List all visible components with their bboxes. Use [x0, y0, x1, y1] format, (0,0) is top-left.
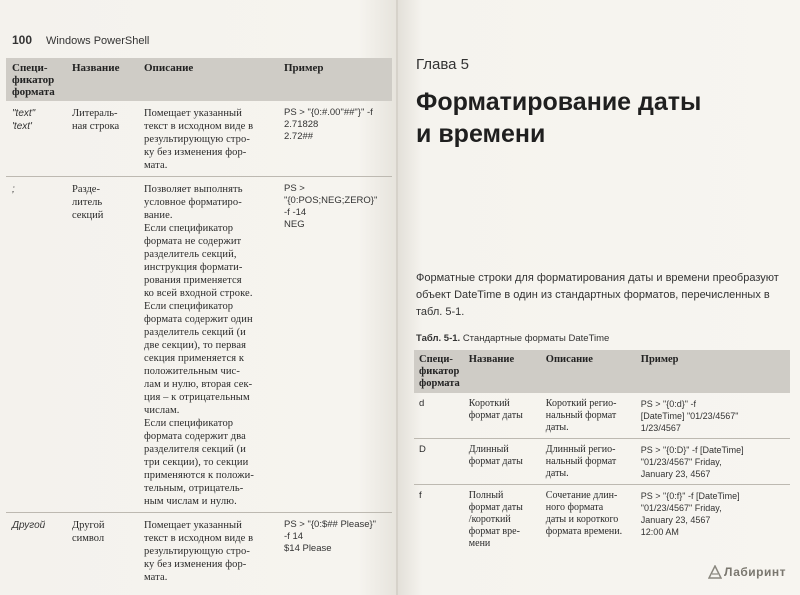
specifier-cell	[414, 393, 464, 439]
cell-line: 2.71828	[284, 119, 319, 130]
specifier-cell	[414, 439, 464, 485]
cell-line: секций	[72, 210, 104, 221]
cell-line: ку без изменения фор-	[144, 147, 247, 158]
name-cell	[66, 177, 138, 513]
cell-line: мата.	[144, 160, 168, 171]
cell-line: Короткий	[468, 398, 510, 409]
cell-line: Другой	[12, 520, 46, 531]
example-cell	[278, 513, 392, 589]
description-cell	[541, 439, 636, 485]
cell-line: Позволяет выполнять	[144, 184, 243, 195]
cell-line: ным числам и нулю.	[144, 496, 237, 507]
running-head	[12, 33, 149, 47]
cell-line: ку без изменения фор-	[144, 559, 247, 570]
running-head-title: Windows PowerShell	[46, 35, 150, 47]
cell-line: формата времени.	[545, 526, 623, 537]
cell-line: Сочетание длин-	[545, 490, 618, 501]
specifier-cell	[6, 177, 66, 513]
cell-line: Длинный регио-	[545, 444, 616, 455]
cell-line: Если спецификатор	[144, 418, 234, 429]
column-header	[636, 350, 790, 393]
cell-line: положительным чис-	[144, 366, 240, 377]
example-cell	[636, 485, 790, 555]
cell-line: лам и нулю, вторая сек-	[144, 379, 253, 390]
column-header	[414, 350, 464, 393]
cell-line: PS > "{0:#.00"##"}" -f	[284, 107, 373, 118]
column-header-line: Пример	[640, 354, 679, 365]
column-header	[66, 58, 138, 101]
cell-line: формата содержит два	[144, 431, 246, 442]
description-cell	[138, 513, 278, 589]
cell-line: три секции), то секции	[144, 457, 249, 468]
cell-line: результирующую стро-	[144, 546, 250, 557]
cell-line: две секции), то первая	[144, 340, 247, 351]
chapter-title-line: Форматирование даты	[416, 88, 702, 116]
cell-line: символ	[72, 533, 105, 544]
cell-line: текст в исходном виде в	[144, 533, 254, 544]
cell-line: текст в исходном виде в	[144, 121, 254, 132]
name-cell	[66, 513, 138, 589]
cell-line: ;	[12, 184, 15, 195]
cell-line: ция – к отрицательным	[144, 392, 250, 403]
column-header-line: Специ-	[12, 62, 48, 74]
cell-line: Другой	[72, 520, 105, 531]
chapter-title-line: и времени	[416, 120, 546, 148]
cell-line: d	[419, 398, 425, 409]
left-page	[0, 0, 398, 595]
cell-line: /короткий	[468, 514, 511, 525]
intro-paragraph: Форматные строки для форматирования даты и времени преобразуют объект DateTime в один из стандартных форматов, перечисленных в табл. 5-1.	[416, 272, 779, 318]
cell-line: инструкция формати-	[144, 262, 243, 273]
name-cell	[464, 393, 541, 439]
table-row	[414, 439, 790, 485]
cell-line: формат вре-	[468, 526, 520, 537]
cell-line: [DateTime] "01/23/4567"	[640, 411, 739, 421]
cell-line: тельным, отрицатель-	[144, 483, 244, 494]
column-header-line: формата	[12, 86, 55, 98]
cell-line: разделителя секций (и	[144, 444, 246, 455]
cell-line: January 23, 4567	[640, 469, 711, 479]
example-cell	[278, 177, 392, 513]
column-header-line: формата	[419, 378, 460, 389]
cell-line: формата не содержит	[144, 236, 242, 247]
name-cell	[464, 439, 541, 485]
description-cell	[138, 177, 278, 513]
cell-line: результирующую стро-	[144, 134, 250, 145]
cell-line: Полный	[468, 490, 504, 501]
cell-line: PS > "{0:$## Please}"	[284, 519, 377, 530]
column-header	[6, 58, 66, 101]
column-header-line: Название	[72, 62, 120, 74]
logo-mark-icon	[708, 565, 722, 579]
table-header-row	[6, 58, 392, 101]
name-cell	[464, 485, 541, 555]
cell-line: $14 Please	[284, 543, 332, 554]
cell-line: f	[419, 490, 422, 501]
cell-line: "{0:POS;NEG;ZERO}"	[284, 195, 378, 206]
page-number: 100	[12, 33, 33, 47]
right-page	[398, 0, 800, 595]
logo-wordmark: Лабиринт	[723, 565, 786, 579]
cell-line: числам.	[144, 405, 180, 416]
cell-line: "01/23/4567" Friday,	[640, 457, 722, 467]
example-cell	[636, 439, 790, 485]
cell-line: PS > "{0:d}" -f	[640, 399, 696, 409]
cell-line: PS > "{0:D}" -f [DateTime]	[640, 445, 744, 455]
cell-line: -f -14	[284, 207, 307, 218]
cell-line: ного формата	[545, 502, 604, 513]
name-cell	[66, 101, 138, 177]
cell-line: PS > "{0:f}" -f [DateTime]	[640, 491, 740, 501]
description-cell	[541, 485, 636, 555]
cell-line: даты и короткого	[545, 514, 619, 525]
table-row	[414, 393, 790, 439]
table-row	[6, 177, 392, 513]
cell-line: применяются к положи-	[144, 470, 254, 481]
column-header	[541, 350, 636, 393]
cell-line: формат даты	[468, 410, 523, 421]
cell-line: разделитель секций,	[144, 249, 237, 260]
cell-line: ко всей входной строке.	[144, 288, 253, 299]
column-header	[278, 58, 392, 101]
column-header-line: Специ-	[419, 354, 453, 365]
cell-line: формата содержит один	[144, 314, 253, 325]
cell-line: разделитель секций (и	[144, 327, 246, 338]
specifier-cell	[6, 101, 66, 177]
chapter-title	[416, 86, 701, 150]
labirint-logo	[708, 565, 786, 579]
cell-line: PS >	[284, 183, 305, 194]
column-header	[138, 58, 278, 101]
cell-line: Помещает указанный	[144, 108, 242, 119]
cell-line: Разде-	[72, 184, 100, 195]
cell-line: даты.	[545, 468, 569, 479]
cell-line: Помещает указанный	[144, 520, 242, 531]
example-cell	[636, 393, 790, 439]
description-cell	[138, 101, 278, 177]
table-row	[6, 513, 392, 589]
table-caption	[416, 333, 609, 344]
cell-line: условное форматиро-	[144, 197, 242, 208]
column-header-line: Пример	[284, 62, 324, 74]
cell-line: Если спецификатор	[144, 301, 234, 312]
column-header-line: Описание	[545, 354, 593, 365]
cell-line: вание.	[144, 210, 173, 221]
cell-line: "01/23/4567" Friday,	[640, 503, 722, 513]
cell-line: NEG	[284, 219, 305, 230]
cell-line: рования применяется	[144, 275, 242, 286]
cell-line: Если спецификатор	[144, 223, 234, 234]
chapter-label: Глава 5	[416, 56, 470, 73]
specifier-cell	[414, 485, 464, 555]
cell-line: мата.	[144, 572, 168, 583]
cell-line: мени	[468, 538, 491, 549]
description-cell	[541, 393, 636, 439]
cell-line: 1/23/4567	[640, 423, 681, 433]
example-cell	[278, 101, 392, 177]
table-row	[6, 101, 392, 177]
column-header-line: фикатор	[12, 74, 55, 86]
cell-line: Литераль-	[72, 108, 118, 119]
cell-line: 2.72##	[284, 131, 314, 142]
table-caption-label: Табл. 5-1.	[416, 333, 461, 344]
cell-line: секция применяется к	[144, 353, 245, 364]
cell-line: формат даты	[468, 456, 523, 467]
cell-line: литель	[72, 197, 103, 208]
cell-line: Длинный	[468, 444, 509, 455]
column-header-line: фикатор	[419, 366, 460, 377]
cell-line: 12:00 AM	[640, 527, 679, 537]
cell-line: даты.	[545, 422, 569, 433]
table-row	[414, 485, 790, 555]
column-header-line: Название	[468, 354, 515, 365]
cell-line: нальный формат	[545, 410, 617, 421]
cell-line: 'text'	[12, 121, 32, 132]
column-header-line: Описание	[144, 62, 194, 74]
format-specifier-table	[6, 58, 392, 588]
cell-line: "text"	[12, 108, 36, 119]
table-caption-text: Стандартные форматы DateTime	[462, 333, 610, 344]
cell-line: ная строка	[72, 121, 120, 132]
cell-line: -f 14	[284, 531, 304, 542]
cell-line: Короткий регио-	[545, 398, 617, 409]
cell-line: January 23, 4567	[640, 515, 711, 525]
cell-line: D	[419, 444, 426, 455]
cell-line: нальный формат	[545, 456, 617, 467]
datetime-format-table	[414, 350, 790, 554]
specifier-cell	[6, 513, 66, 589]
table-header-row	[414, 350, 790, 393]
cell-line: формат даты	[468, 502, 523, 513]
column-header	[464, 350, 541, 393]
